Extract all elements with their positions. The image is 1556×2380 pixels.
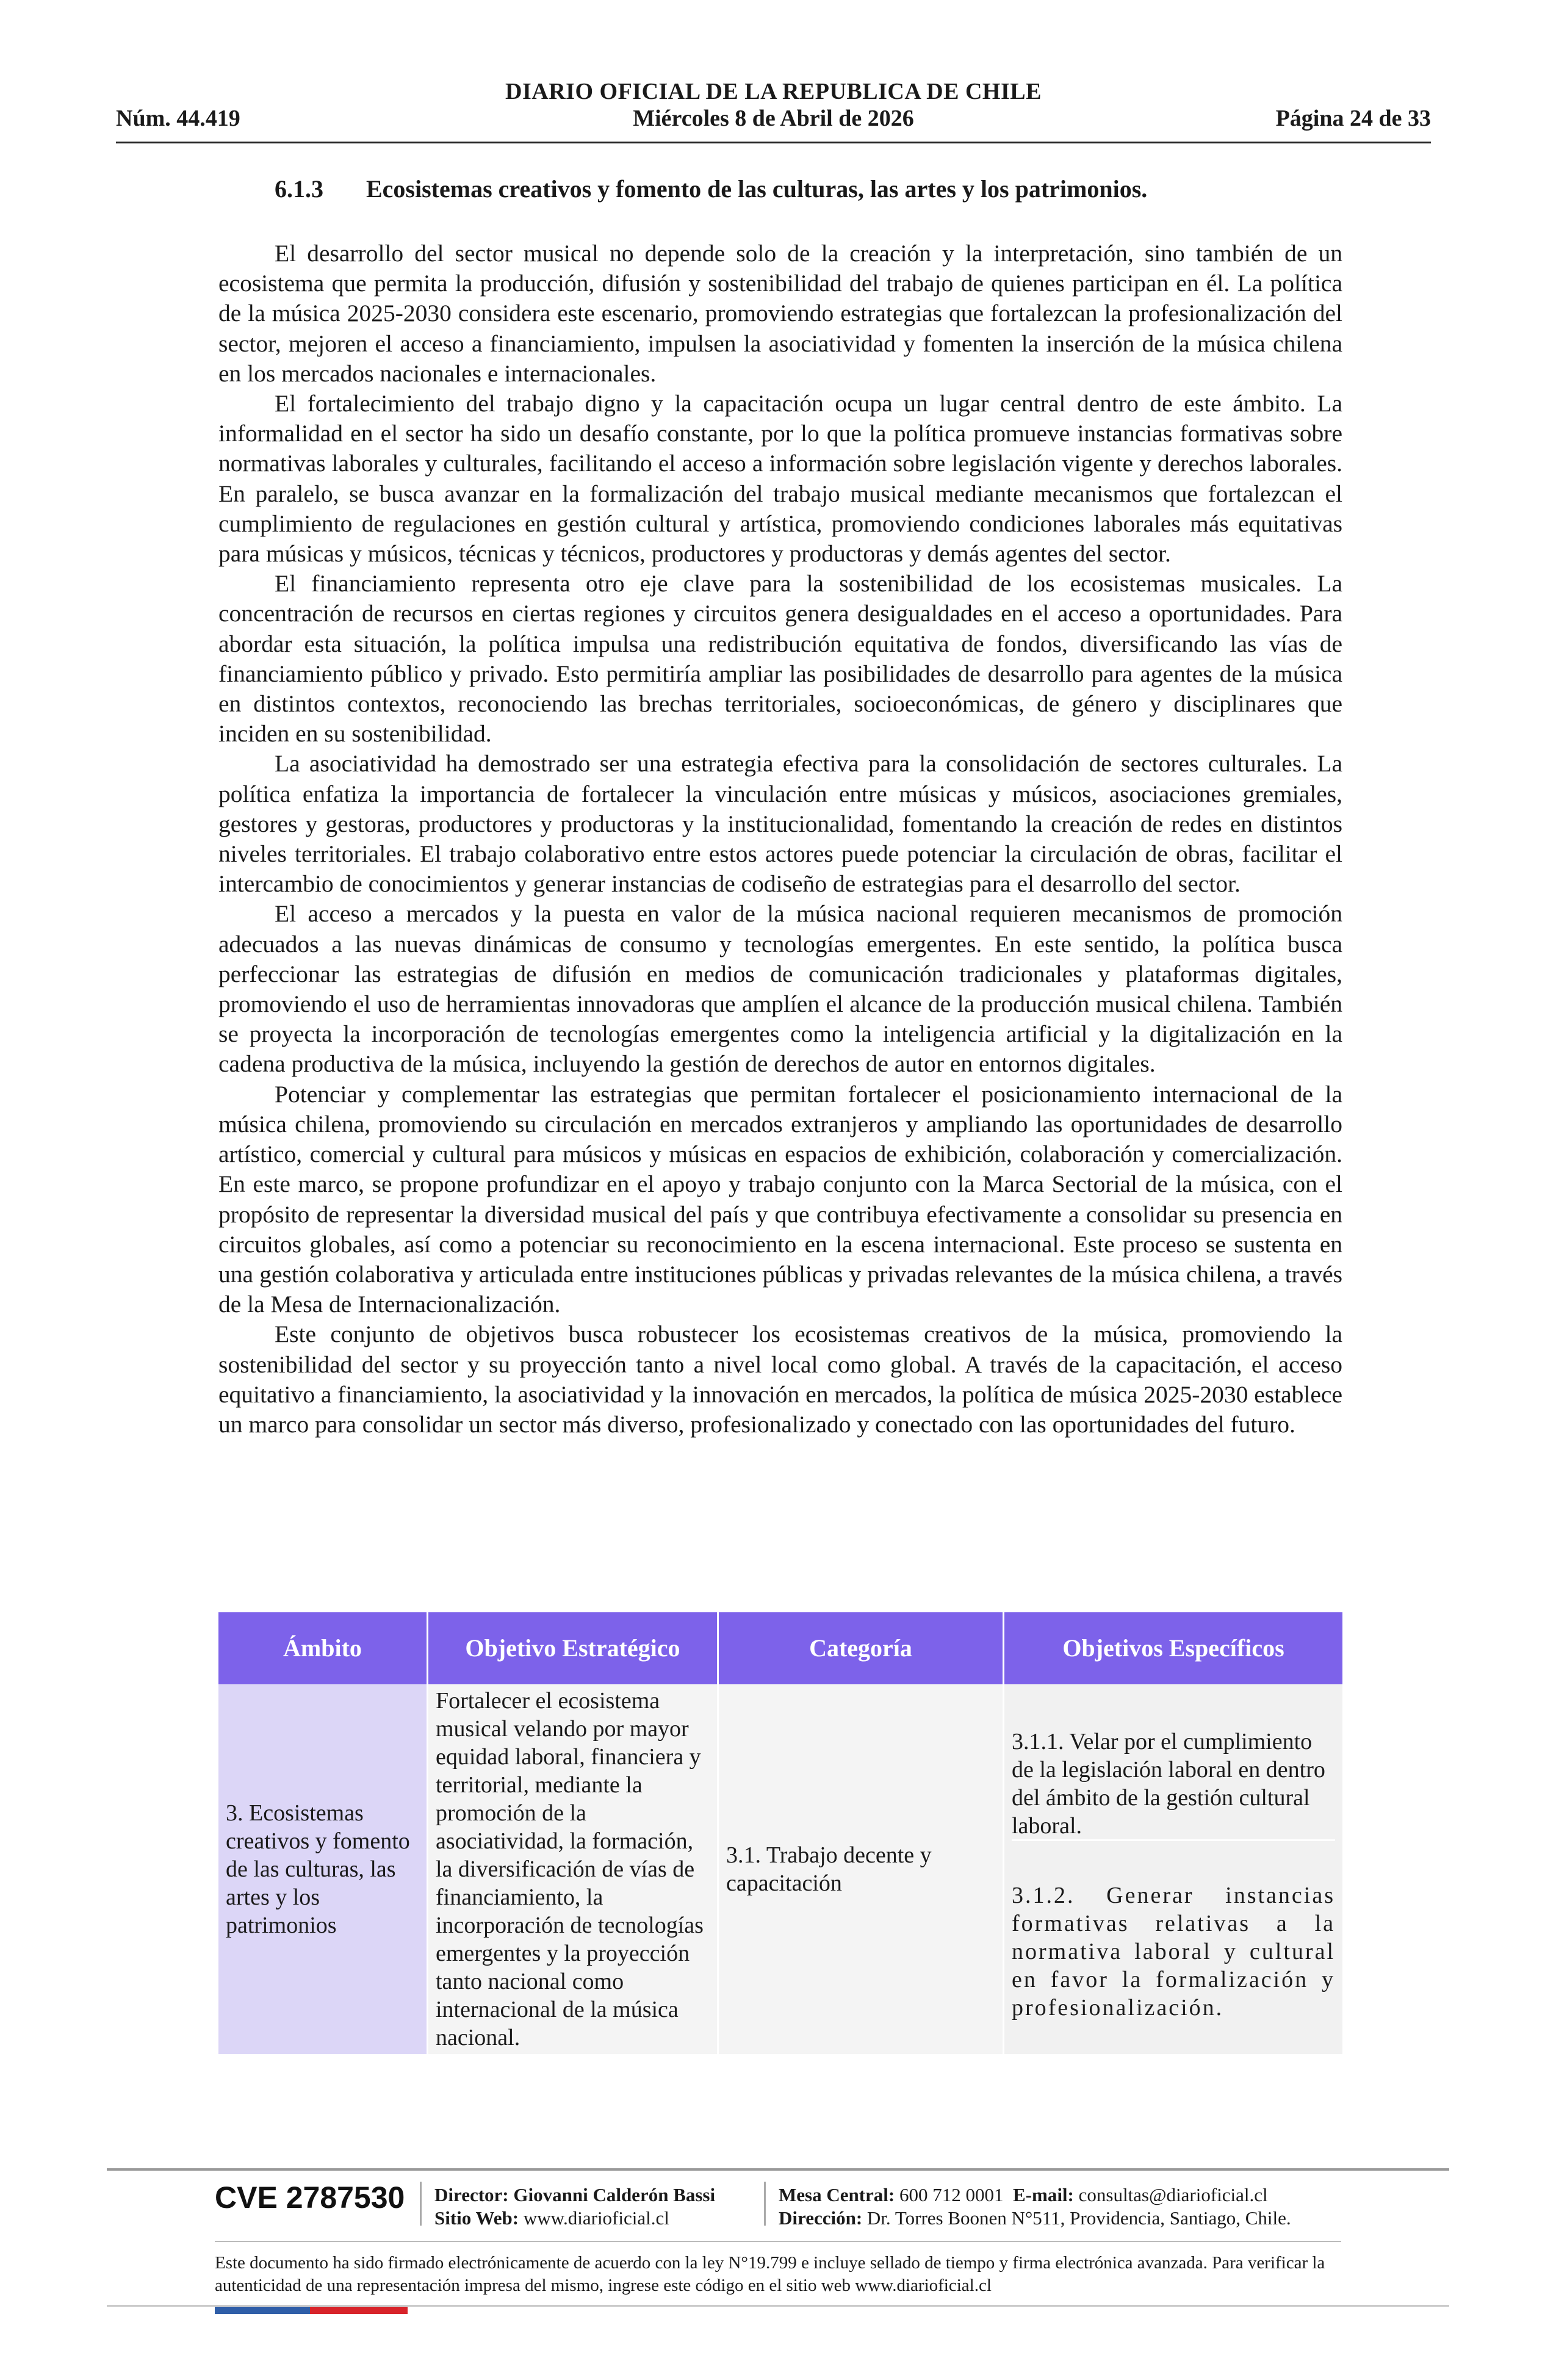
phone-number: 600 712 0001: [899, 2184, 1004, 2205]
paragraph: La asociatividad ha demostrado ser una estrategia efectiva para la consolidación de sectores culturales. La política enfatiza la importancia de fortalecer la vinculación entre músicas y músicos, asociaciones gremiales, gestores y gestoras, productores y productoras y la institucionalidad, fomentando la creación de redes en distintos niveles territoriales. El trabajo colaborativo entre estos actores puede potenciar la circulación de obras, facilitar el intercambio de conocimientos y generar instancias de codiseño de estrategias para el desarrollo del sector.: [218, 750, 1342, 898]
header-objetivo-estrategico: Objetivo Estratégico: [428, 1612, 719, 1684]
paragraph: El financiamiento representa otro eje clave para la sostenibilidad de los ecosistemas musicales. La concentración de recursos en ciertas regiones y circuitos genera desigualdades en el acceso a oportunidades. Para abordar esta situación, la política impulsa una redistribución equitativa de fondos, diversificando las vías de financiamiento público y privado. Esto permitiría ampliar las posibilidades de desarrollo para agentes de la música en distintos contextos, reconociendo las brechas territoriales, socioeconómicas, de género y disciplinares que inciden en su sostenibilidad.: [218, 570, 1342, 748]
footer-divider-thin: [215, 2241, 1341, 2242]
cve-code: CVE 2787530: [215, 2180, 405, 2215]
footer-director: [434, 2183, 715, 2230]
section-title: Ecosistemas creativos y fomento de las culturas, las artes y los patrimonios.: [366, 175, 1148, 203]
email-link[interactable]: consultas@diarioficial.cl: [1078, 2184, 1268, 2205]
director-label: Director:: [434, 2184, 509, 2205]
paragraph: El fortalecimiento del trabajo digno y la capacitación ocupa un lugar central dentro de este ámbito. La informalidad en el sector ha sido un desafío constante, por lo que la política promueve instancias formativas sobre normativas laborales y culturales, facilitando el acceso a información sobre legislación vigente y derechos laborales. En paralelo, se busca avanzar en la formalización del trabajo musical mediante mecanismos que fortalezcan el cumplimiento de regulaciones en gestión cultural y artística, promoviendo condiciones laborales más equitativas para músicas y músicos, técnicas y técnicos, productores y productoras y demás agentes del sector.: [218, 390, 1342, 568]
address-text: Dr. Torres Boonen N°511, Providencia, Santiago, Chile.: [866, 2207, 1291, 2229]
header-ambito: Ámbito: [218, 1612, 428, 1684]
cell-especificos: [1004, 1684, 1342, 2054]
specific-objective-1: 3.1.1. Velar por el cumplimiento de la legislación laboral en dentro del ámbito de la gestión cultural laboral.: [1012, 1690, 1335, 1841]
publication-title: DIARIO OFICIAL DE LA REPUBLICA DE CHILE: [505, 79, 1042, 104]
table-header-row: [218, 1612, 1342, 1684]
email-label: E-mail:: [1013, 2184, 1074, 2205]
paragraph: El acceso a mercados y la puesta en valor de la música nacional requieren mecanismos de promoción adecuados a las nuevas dinámicas de consumo y tecnologías emergentes. En este sentido, la política busca perfeccionar las estrategias de difusión en medios de comunicación tradicionales y plataformas digitales, promoviendo el uso de herramientas innovadoras que amplíen el alcance de la producción musical chilena. También se proyecta la incorporación de tecnologías emergentes como la inteligencia artificial y la digitalización en la cadena productiva de la música, incluyendo la gestión de derechos de autor en entornos digitales.: [218, 900, 1342, 1078]
flag-stripe-blue: [215, 2307, 310, 2314]
section-heading: [275, 175, 1342, 203]
footer-contact: [779, 2183, 1291, 2230]
page-header: [116, 78, 1431, 146]
main-content: [218, 175, 1342, 1440]
cell-objetivo: Fortalecer el ecosistema musical velando por mayor equidad laboral, financiera y territorial, mediante la promoción de la asociatividad, la formación, la diversificación de vías de financiamiento, la incorporación de tecnologías emergentes y la proyección tanto nacional como internacional de la música nacional.: [428, 1684, 719, 2054]
paragraph: Este conjunto de objetivos busca robustecer los ecosistemas creativos de la música, promoviendo la sostenibilidad del sector y su proyección tanto a nivel local como global. A través de la capacitación, el acceso equitativo a financiamiento, la asociatividad y la innovación en mercados, la política de música 2025-2030 establece un marco para consolidar un sector más diverso, profesionalizado y conectado con las oportunidades del futuro.: [218, 1321, 1342, 1438]
footer-separator: [764, 2182, 766, 2226]
footer-separator: [420, 2182, 422, 2226]
section-number: 6.1.3: [275, 175, 323, 203]
address-label: Dirección:: [779, 2207, 863, 2229]
cell-ambito: 3. Ecosistemas creativos y fomento de las culturas, las artes y los patrimonios: [218, 1684, 428, 2054]
phone-label: Mesa Central:: [779, 2184, 895, 2205]
objectives-table: [218, 1612, 1342, 2054]
page-number: Página 24 de 33: [1275, 106, 1431, 131]
header-categoria: Categoría: [719, 1612, 1004, 1684]
director-name: Giovanni Calderón Bassi: [513, 2184, 716, 2205]
header-objetivos-especificos: Objetivos Específicos: [1004, 1612, 1342, 1684]
publication-date: Miércoles 8 de Abril de 2026: [633, 106, 914, 131]
issue-number: Núm. 44.419: [116, 106, 240, 131]
legal-notice: Este documento ha sido firmado electrónicamente de acuerdo con la ley N°19.799 e incluye sellado de tiempo y firma electrónica avanzada. Para verificar la autenticidad de una representación impresa del mismo, ingrese este código en el sitio web www.diarioficial.cl: [215, 2253, 1325, 2295]
header-divider: [116, 142, 1431, 143]
table-row: [218, 1684, 1342, 2054]
website-label: Sitio Web:: [434, 2207, 519, 2229]
objectives-table-grid: [218, 1612, 1342, 2054]
cell-categoria: 3.1. Trabajo decente y capacitación: [719, 1684, 1004, 2054]
flag-stripe-red: [310, 2307, 408, 2314]
website-link[interactable]: www.diarioficial.cl: [523, 2207, 669, 2229]
footer-divider: [107, 2168, 1449, 2171]
paragraph: El desarrollo del sector musical no depende solo de la creación y la interpretación, sino también de un ecosistema que permita la producción, difusión y sostenibilidad del trabajo de quienes participan en él. La política de la música 2025-2030 considera este escenario, promoviendo estrategias que fortalezcan la profesionalización del sector, mejoren el acceso a financiamiento, impulsen la asociatividad y fomenten la inserción de la música chilena en los mercados nacionales e internacionales.: [218, 240, 1342, 387]
specific-objective-2: 3.1.2. Generar instancias formativas relativas a la normativa laboral y cultural en favor la formalización y profesionalización.: [1012, 1883, 1335, 2021]
paragraph: Potenciar y complementar las estrategias que permitan fortalecer el posicionamiento internacional de la música chilena, promoviendo su circulación en mercados extranjeros y ampliando las oportunidades de desarrollo artístico, comercial y cultural para músicos y músicas en espacios de exhibición, colaboración y comercialización. En este marco, se propone profundizar en el apoyo y trabajo conjunto con la Marca Sectorial de la música, con el propósito de representar la diversidad musical del país y que contribuya efectivamente a consolidar su presencia en circuitos globales, así como a potenciar su reconocimiento en la escena internacional. Este proceso se sustenta en una gestión colaborativa y articulada entre instituciones públicas y privadas relevantes de la música chilena, a través de la Mesa de Internacionalización.: [218, 1080, 1342, 1318]
